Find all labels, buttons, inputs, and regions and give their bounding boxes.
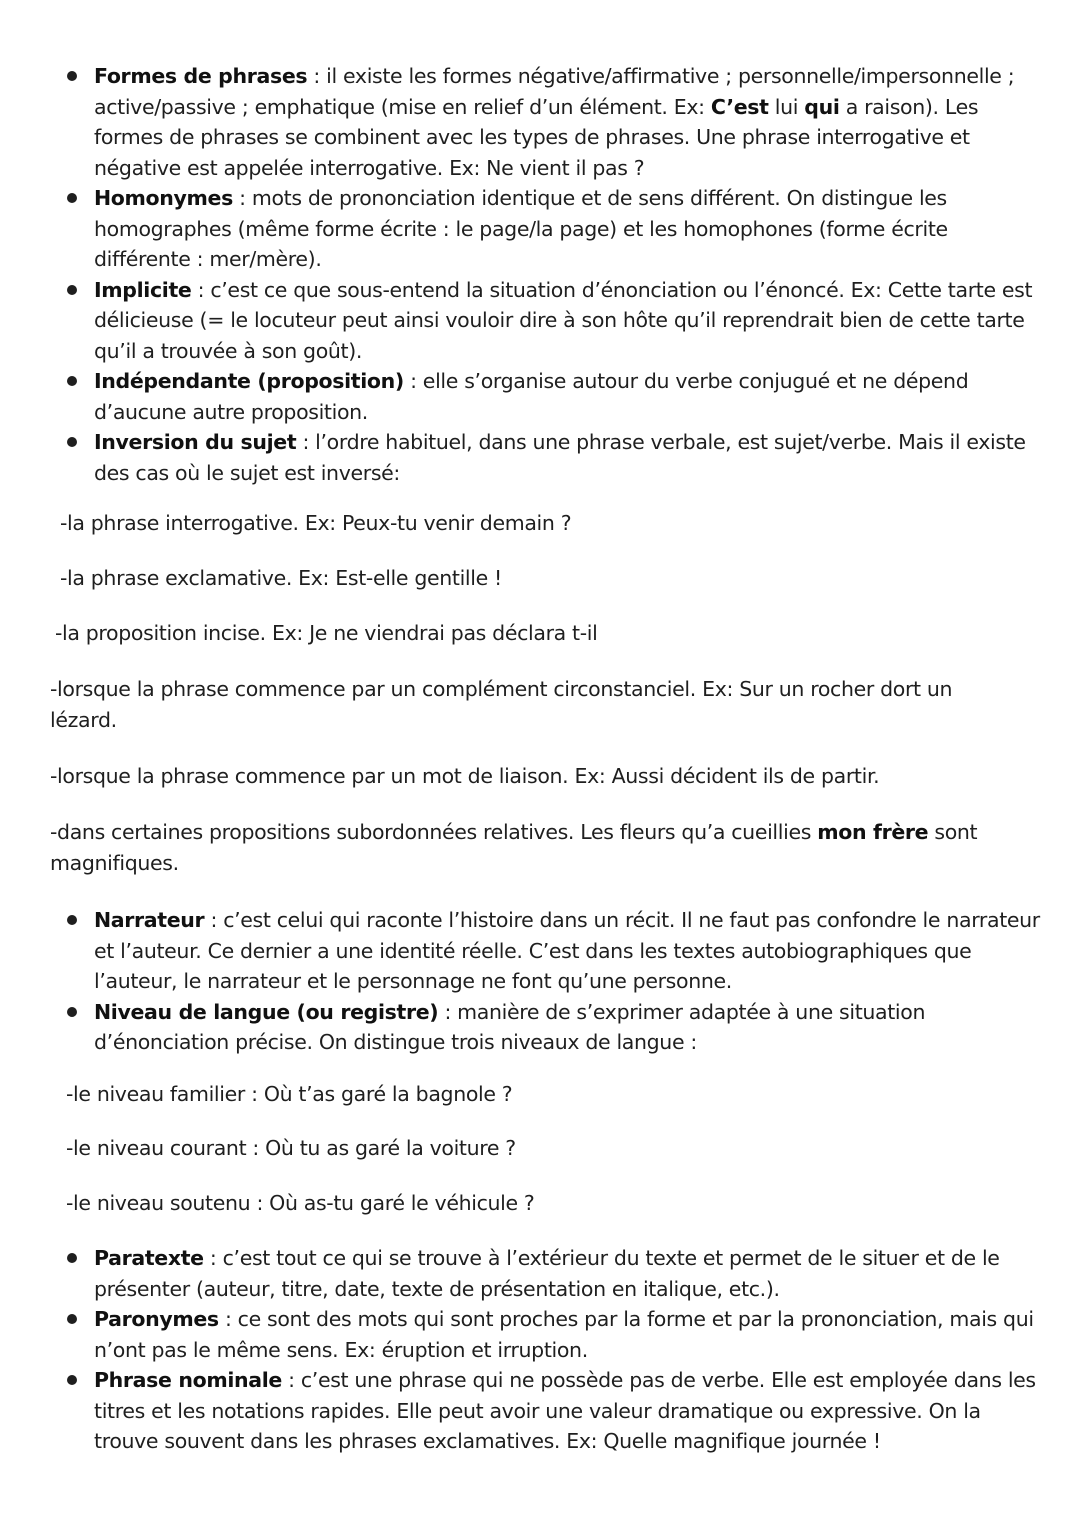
inversion-case: -la proposition incise. Ex: Je ne viendrai pas déclara t-il xyxy=(55,621,598,645)
glossary-entry xyxy=(0,183,1080,275)
glossary-entry xyxy=(0,905,1080,997)
definition-text: : c’est une phrase qui ne possède pas de verbe. Elle est employée dans les titres et les notations rapides. Elle peut avoir une valeur dramatique ou expressive. On la trouve souvent dans les phrases exclamatives. Ex: Quelle magnifique journée ! xyxy=(94,1368,1036,1453)
glossary-entry xyxy=(0,61,1080,183)
glossary-term: Homonymes xyxy=(94,186,233,210)
definition-text: : elle s’organise autour du verbe conjugué et ne dépend d’aucune autre proposition. xyxy=(94,369,969,424)
glossary-term: Phrase nominale xyxy=(94,1368,282,1392)
language-level: -le niveau soutenu : Où as-tu garé le véhicule ? xyxy=(66,1191,535,1215)
definition-text: : manière de s’exprimer adaptée à une situation d’énonciation précise. On distingue trois niveaux de langue : xyxy=(94,999,926,1054)
glossary-term: Implicite xyxy=(94,277,192,302)
glossary-term: Paratexte xyxy=(94,1246,204,1270)
definition-text: : c’est tout ce qui se trouve à l’extérieur du texte et permet de le situer et de le présenter (auteur, titre, date, texte de présentation en italique, etc.). xyxy=(94,1246,1000,1301)
glossary-list-3 xyxy=(0,1243,1080,1457)
glossary-term: Inversion du sujet xyxy=(94,430,297,454)
definition-text: : mots de prononciation identique et de sens différent. On distingue les homographes (même forme écrite : le page/la page) et les homophones (forme écrite différente : mer/mère). xyxy=(94,186,948,271)
definition-text: : c’est ce que sous-entend la situation d’énonciation ou l’énoncé. Ex: Cette tarte est délicieuse (= le locuteur peut ainsi vouloir dire à son hôte qu’il reprendrait bien de cette tarte qu’il a trouvée à son goût). xyxy=(94,277,1033,363)
definition-text: : l’ordre habituel, dans une phrase verbale, est sujet/verbe. Mais il existe des cas où le sujet est inversé: xyxy=(94,430,1026,485)
inversion-case: -lorsque la phrase commence par un mot de liaison. Ex: Aussi décident ils de partir. xyxy=(50,764,880,788)
emphasis-text: qui xyxy=(804,94,840,119)
glossary-term: Formes de phrases xyxy=(94,64,308,88)
glossary-entry xyxy=(0,427,1080,488)
glossary-term: Narrateur xyxy=(94,908,205,932)
inversion-case-relative: -dans certaines propositions subordonnées relatives. Les fleurs qu’a cueillies mon frère sont magnifiques. xyxy=(50,820,978,875)
glossary-term: Niveau de langue (ou registre) xyxy=(94,999,439,1024)
definition-text: : c’est celui qui raconte l’histoire dans un récit. Il ne faut pas confondre le narrateur et l’auteur. Ce dernier a une identité réelle. C’est dans les textes autobiographiques que l’auteur, le narrateur et le personnage ne font qu’une personne. xyxy=(94,908,1040,993)
inversion-case: -la phrase exclamative. Ex: Est-elle gentille ! xyxy=(60,566,502,590)
language-level: -le niveau familier : Où t’as garé la bagnole ? xyxy=(66,1082,513,1106)
glossary-term: Indépendante (proposition) xyxy=(94,369,404,393)
glossary-entry xyxy=(0,275,1080,367)
definition-text: : il existe les formes négative/affirmative ; personnelle/impersonnelle ; active/passive ; emphatique (mise en relief d’un élément. Ex: xyxy=(94,64,1015,119)
glossary-entry xyxy=(0,1243,1080,1304)
definition-text: : ce sont des mots qui sont proches par la forme et par la prononciation, mais qui n’ont pas le même sens. Ex: éruption et irruption. xyxy=(94,1307,1034,1362)
definition-text: lui xyxy=(768,94,805,119)
glossary-entry xyxy=(0,997,1080,1058)
glossary-entry xyxy=(0,1365,1080,1457)
inversion-case: -lorsque la phrase commence par un complément circonstanciel. Ex: Sur un rocher dort un lézard. xyxy=(50,677,953,732)
language-level: -le niveau courant : Où tu as garé la voiture ? xyxy=(66,1136,516,1160)
glossary-entry xyxy=(0,366,1080,427)
definition-text: a raison). Les formes de phrases se combinent avec les types de phrases. Une phrase interrogative et négative est appelée interrogative. Ex: Ne vient il pas ? xyxy=(94,94,979,180)
glossary-list-1 xyxy=(0,61,1080,488)
emphasis-text: C’est xyxy=(710,94,769,119)
glossary-entry xyxy=(0,1304,1080,1365)
glossary-term: Paronymes xyxy=(94,1307,219,1331)
glossary-list-2 xyxy=(0,905,1080,1058)
inversion-case: -la phrase interrogative. Ex: Peux-tu venir demain ? xyxy=(60,511,572,535)
